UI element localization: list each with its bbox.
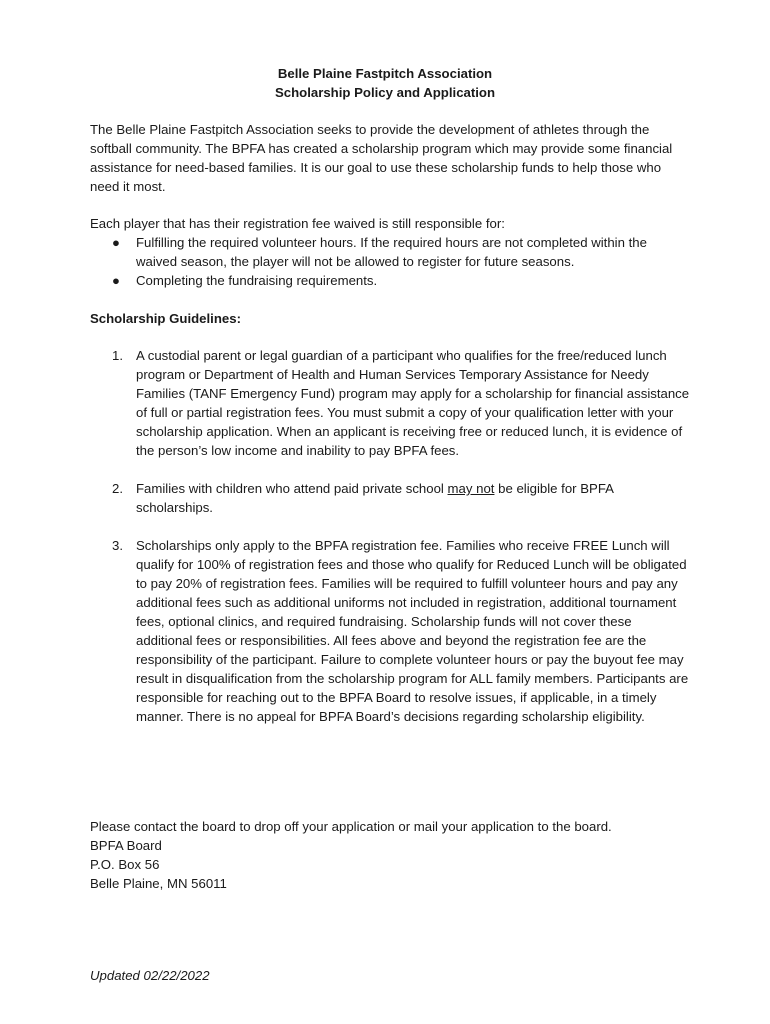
- guidelines-list: [90, 346, 690, 745]
- title-subject: Scholarship Policy and Application: [274, 85, 496, 100]
- guideline-number: 2.: [112, 481, 123, 496]
- guideline-item: [90, 536, 690, 726]
- contact-name: BPFA Board: [90, 838, 162, 853]
- guideline-text: Scholarships only apply to the BPFA registration fee. Families who receive FREE Lunch will qualify for 100% of registration fees and those who qualify for Reduced Lunch will be obligated to pay 20% of registration fees. Families will be required to fulfill volunteer hours and pay any additional fees such as additional uniforms not included in registration, additional tournament fees, optional clinics, and required fundraising. Scholarship funds will not cover these additional fees or responsibilities. All fees above and beyond the registration fee are the responsibility of the participant. Failure to complete volunteer hours or pay the buyout fee may result in disqualification from the scholarship program for ALL family members. Participants are responsible for reaching out to the BPFA Board to resolve issues, if applicable, in a timely manner. There is no appeal for BPFA Board’s decisions regarding scholarship eligibility.: [136, 538, 689, 724]
- guideline-text: [136, 481, 613, 515]
- contact-instruction: Please contact the board to drop off your application or mail your application to the board.: [90, 819, 612, 834]
- guideline-item: [90, 479, 690, 517]
- guidelines-heading: Scholarship Guidelines:: [90, 311, 241, 326]
- responsibilities-list: [90, 233, 690, 290]
- guideline-text-after: be eligible for BPFA scholarships.: [136, 481, 614, 515]
- list-item: [90, 271, 690, 290]
- updated-date: Updated 02/22/2022: [90, 968, 210, 983]
- responsibilities-lead: Each player that has their registration fee waived is still responsible for:: [90, 216, 505, 231]
- list-item: [90, 233, 690, 271]
- contact-city: Belle Plaine, MN 56011: [90, 876, 227, 891]
- guideline-number: 1.: [112, 348, 123, 363]
- bullet-icon: ●: [112, 273, 120, 288]
- guideline-text-before: Families with children who attend paid private school: [136, 481, 448, 496]
- contact-po-box: P.O. Box 56: [90, 857, 160, 872]
- bullet-text: Fulfilling the required volunteer hours. If the required hours are not completed within the waived season, the player will not be allowed to register for future seasons.: [136, 235, 647, 269]
- bullet-icon: ●: [112, 235, 120, 250]
- underlined-phrase: may not: [447, 481, 495, 496]
- intro-paragraph: The Belle Plaine Fastpitch Association seeks to provide the development of athletes through the softball community. The BPFA has created a scholarship program which may provide some financial assistance for need-based families. It is our goal to use these scholarship funds to help those who need it most.: [90, 122, 673, 194]
- guideline-item: [90, 346, 690, 460]
- guideline-number: 3.: [112, 538, 123, 553]
- document-title: [0, 64, 770, 102]
- contact-block: [90, 817, 690, 893]
- guideline-text: A custodial parent or legal guardian of a participant who qualifies for the free/reduced lunch program or Department of Health and Human Services Temporary Assistance for Needy Families (TANF Emergency Fund) program may apply for a scholarship for financial assistance of full or partial registration fees. You must submit a copy of your qualification letter with your scholarship application. When an applicant is receiving free or reduced lunch, it is evidence of the person’s low income and inability to pay BPFA fees.: [136, 348, 690, 458]
- title-organization: Belle Plaine Fastpitch Association: [277, 66, 493, 81]
- bullet-text: Completing the fundraising requirements.: [136, 273, 378, 288]
